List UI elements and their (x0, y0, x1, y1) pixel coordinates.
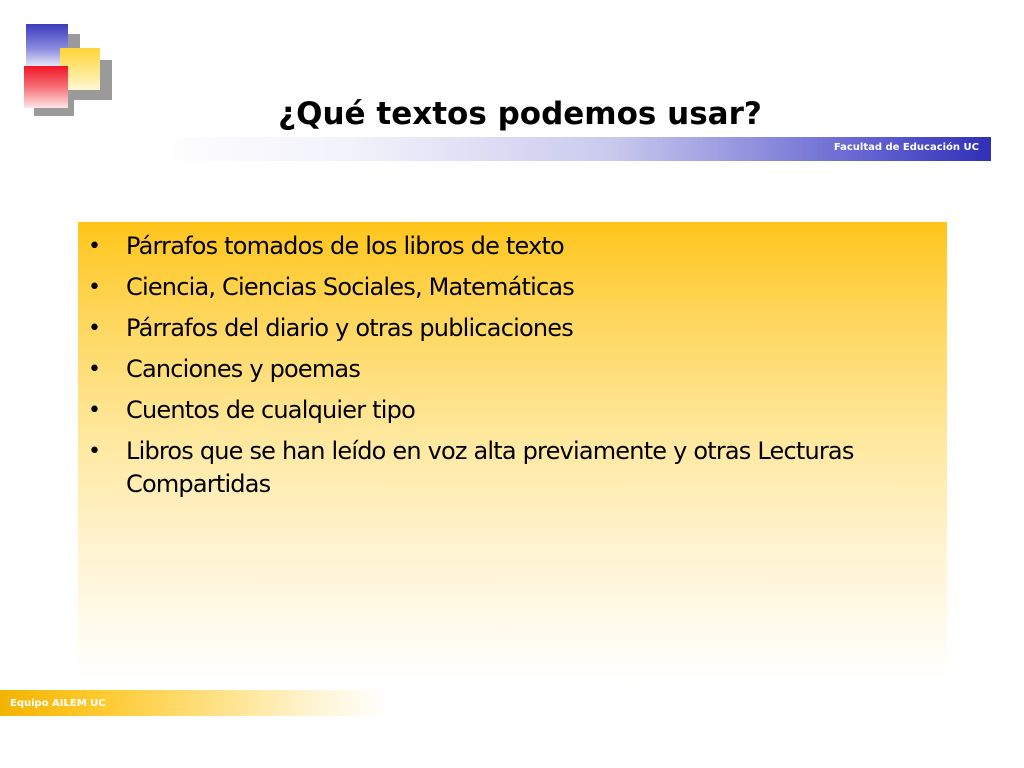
list-item-text: Libros que se han leído en voz alta previamente y otras Lecturas Compartidas (126, 437, 854, 498)
bullet-icon: • (88, 275, 101, 300)
list-item (88, 435, 946, 501)
list-item-text: Canciones y poemas (126, 355, 361, 383)
bullet-icon: • (88, 398, 101, 423)
footer-bar (0, 690, 390, 716)
list-item (88, 271, 946, 304)
page-title: ¿Qué textos podemos usar? (278, 96, 762, 132)
header-bar (150, 137, 991, 161)
content-box (78, 222, 947, 682)
bullet-icon: • (88, 439, 101, 464)
list-item (88, 230, 946, 263)
list-item (88, 312, 946, 345)
bullet-icon: • (88, 357, 101, 382)
list-item-text: Ciencia, Ciencias Sociales, Matemáticas (126, 273, 574, 301)
footer-text: Equipo AILEM UC (10, 698, 106, 709)
bullet-icon: • (88, 234, 101, 259)
list-item (88, 353, 946, 386)
logo-squares-icon (24, 24, 116, 124)
list-item-text: Párrafos del diario y otras publicaciones (126, 314, 573, 342)
list-item-text: Cuentos de cualquier tipo (126, 396, 415, 424)
logo-red-square (24, 66, 68, 108)
bullet-list (88, 230, 946, 509)
bullet-icon: • (88, 316, 101, 341)
list-item-text: Párrafos tomados de los libros de texto (126, 232, 564, 260)
header-bar-text: Facultad de Educación UC (833, 142, 979, 153)
list-item (88, 394, 946, 427)
